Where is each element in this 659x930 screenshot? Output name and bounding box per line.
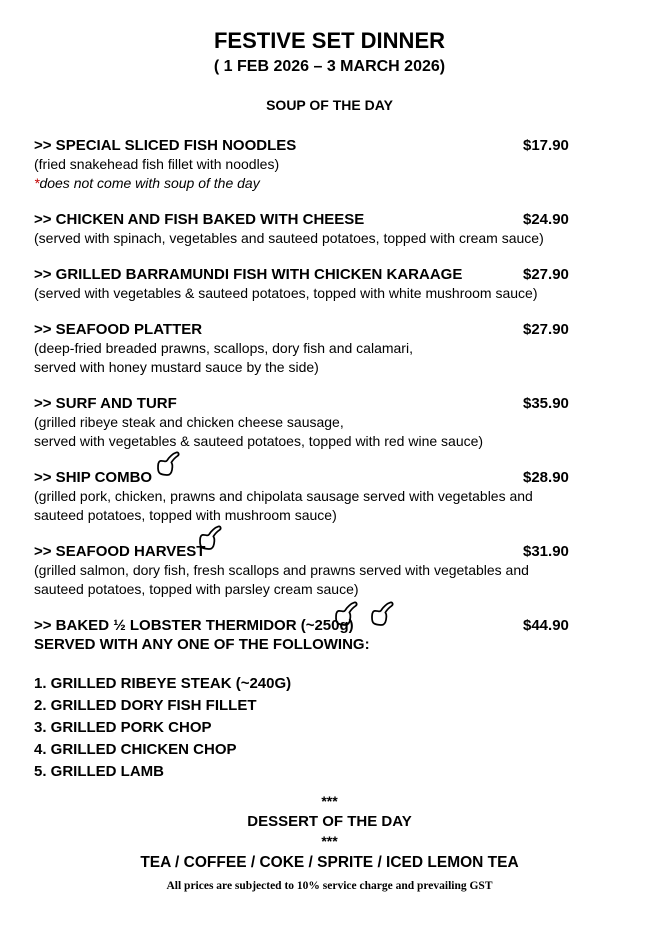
item-name: >> SEAFOOD PLATTER [34, 321, 203, 338]
item-description: sauteed potatoes, topped with mushroom sauce) [34, 507, 337, 523]
item-price: $24.90 [523, 211, 569, 228]
item-heading [34, 542, 639, 561]
page-title: FESTIVE SET DINNER [213, 28, 446, 53]
item-note [34, 174, 639, 193]
item-name: >> SHIP COMBO [34, 469, 153, 486]
section-heading-soup: SOUP OF THE DAY [266, 97, 393, 113]
menu-item-special-sliced-fish-noodles [34, 136, 639, 193]
item-name: >> CHICKEN AND FISH BAKED WITH CHEESE [34, 211, 365, 228]
item-description: served with vegetables & sauteed potatoes, topped with red wine sauce) [34, 433, 484, 449]
menu-footer [0, 792, 659, 894]
item-description: (served with vegetables & sauteed potatoes, topped with white mushroom sauce) [34, 285, 538, 301]
separator-stars: *** [321, 793, 338, 809]
separator-stars: *** [321, 833, 338, 849]
item-heading [34, 210, 639, 229]
item-description: sauteed potatoes, topped with parsley cream sauce) [34, 581, 359, 597]
lobster-option: 4. GRILLED CHICKEN CHOP [34, 741, 237, 758]
item-description: (served with spinach, vegetables and sauteed potatoes, topped with cream sauce) [34, 230, 544, 246]
dessert-heading: DESSERT OF THE DAY [247, 813, 412, 830]
menu-item-lobster-thermidor [34, 616, 639, 654]
item-description: (grilled ribeye steak and chicken cheese sausage, [34, 414, 344, 430]
menu-item-ship-combo [34, 468, 639, 525]
item-price: $17.90 [523, 137, 569, 154]
item-name: >> GRILLED BARRAMUNDI FISH WITH CHICKEN KARAAGE [34, 266, 463, 283]
asterisk-marker: * [34, 175, 40, 191]
item-name: >> BAKED ½ LOBSTER THERMIDOR (~250g) [34, 617, 354, 634]
lobster-option: 1. GRILLED RIBEYE STEAK (~240G) [34, 675, 292, 692]
lobster-option: 2. GRILLED DORY FISH FILLET [34, 697, 257, 714]
item-description: (deep-fried breaded prawns, scallops, dory fish and calamari, [34, 340, 413, 356]
item-price: $35.90 [523, 395, 569, 412]
item-subheading: SERVED WITH ANY ONE OF THE FOLLOWING: [34, 636, 370, 653]
item-description: (grilled pork, chicken, prawns and chipolata sausage served with vegetables and [34, 488, 533, 504]
menu-item-seafood-harvest [34, 542, 639, 599]
lobster-option: 3. GRILLED PORK CHOP [34, 719, 212, 736]
item-price: $28.90 [523, 469, 569, 486]
item-heading [34, 394, 639, 413]
item-heading [34, 265, 639, 284]
item-price: $44.90 [523, 617, 569, 634]
item-price: $31.90 [523, 543, 569, 560]
item-heading [34, 320, 639, 339]
item-name: >> SEAFOOD HARVEST [34, 543, 206, 560]
item-price: $27.90 [523, 321, 569, 338]
lobster-options-list [0, 673, 659, 783]
item-description: (grilled salmon, dory fish, fresh scallops and prawns served with vegetables and [34, 562, 529, 578]
menu-item-grilled-barramundi [34, 265, 639, 303]
item-heading [34, 616, 639, 635]
fine-print: All prices are subjected to 10% service charge and prevailing GST [166, 880, 493, 892]
menu-items [0, 136, 659, 654]
drinks-line: TEA / COFFEE / COKE / SPRITE / ICED LEMON TEA [140, 854, 519, 871]
date-range: ( 1 FEB 2026 – 3 MARCH 2026) [213, 58, 446, 75]
item-name: >> SURF AND TURF [34, 395, 177, 412]
menu-item-chicken-fish-baked-cheese [34, 210, 639, 248]
item-name: >> SPECIAL SLICED FISH NOODLES [34, 137, 297, 154]
item-heading [34, 468, 639, 487]
lobster-option: 5. GRILLED LAMB [34, 763, 164, 780]
menu-item-surf-and-turf [34, 394, 639, 451]
item-description: served with honey mustard sauce by the side) [34, 359, 319, 375]
item-note-text: does not come with soup of the day [39, 175, 260, 191]
item-price: $27.90 [523, 266, 569, 283]
menu-item-seafood-platter [34, 320, 639, 377]
item-heading [34, 136, 639, 155]
item-description: (fried snakehead fish fillet with noodles) [34, 156, 280, 172]
